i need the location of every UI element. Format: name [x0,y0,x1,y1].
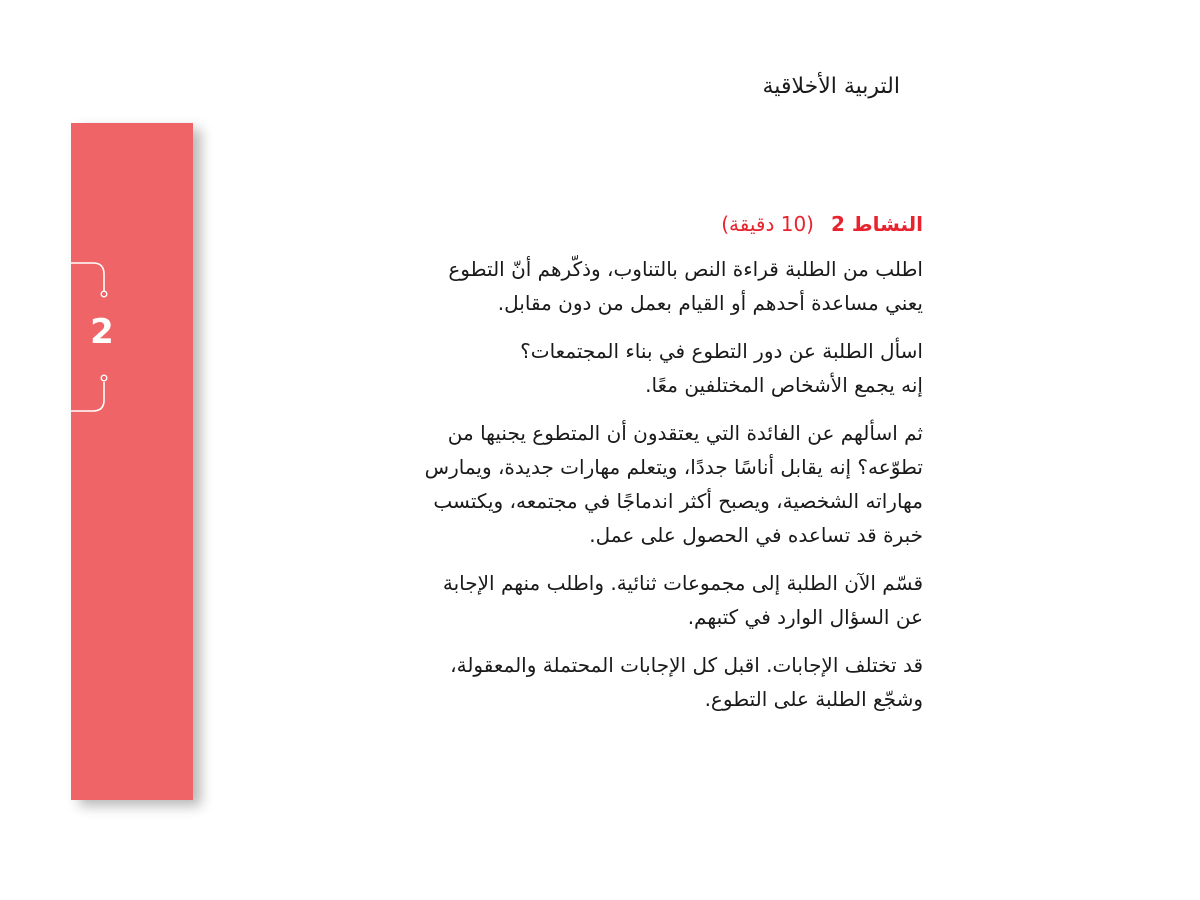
activity-tab-number: 2 [90,312,114,352]
paragraph-line: عن السؤال الوارد في كتبهم. [687,605,923,629]
paragraph-line: تطوّعه؟ إنه يقابل أناسًا جددًا، ويتعلم مهارات جديدة، ويمارس [424,455,923,479]
paragraph-2 [243,334,923,402]
paragraph-3 [243,416,923,552]
paragraph-line: خبرة قد تساعده في الحصول على عمل. [589,523,923,547]
paragraph-1 [243,252,923,320]
paragraph-line: قد تختلف الإجابات. اقبل كل الإجابات المحتملة والمعقولة، [450,653,923,677]
paragraph-line: اطلب من الطلبة قراءة النص بالتناوب، وذكّرهم أنّ التطوع [448,257,923,281]
paragraph-4 [243,566,923,634]
paragraph-line: وشجّع الطلبة على التطوع. [704,687,923,711]
activity-content [243,212,923,730]
page-header-title: التربية الأخلاقية [762,74,900,99]
activity-heading [243,212,923,236]
paragraph-line: يعني مساعدة أحدهم أو القيام بعمل من دون مقابل. [497,291,923,315]
activity-duration: (10 دقيقة) [721,212,814,236]
paragraph-line: ثم اسألهم عن الفائدة التي يعتقدون أن المتطوع يجنيها من [447,421,923,445]
activity-title: النشاط 2 [830,212,923,236]
paragraph-line: قسّم الآن الطلبة إلى مجموعات ثنائية. واطلب منهم الإجابة [442,571,923,595]
paragraph-line: اسأل الطلبة عن دور التطوع في بناء المجتمعات؟ [520,339,923,363]
paragraph-line: إنه يجمع الأشخاص المختلفين معًا. [645,373,923,397]
paragraph-line: مهاراته الشخصية، ويصبح أكثر اندماجًا في مجتمعه، ويكتسب [433,489,923,513]
side-color-band [71,123,193,800]
paragraph-5 [243,648,923,716]
